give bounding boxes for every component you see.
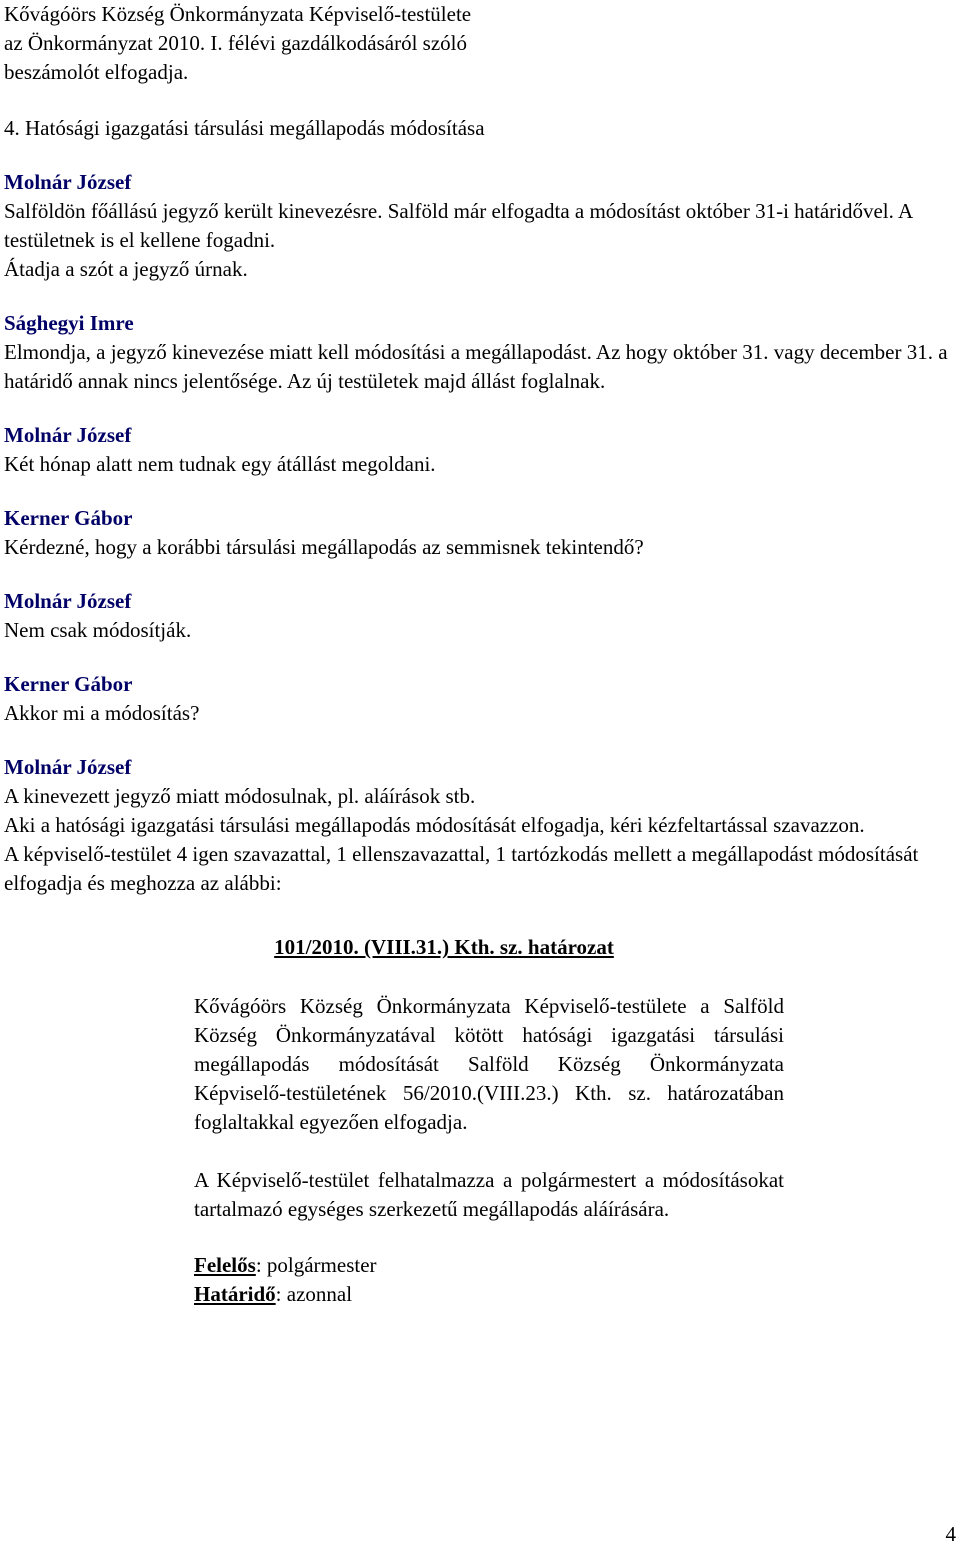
dialogue-entry [4, 168, 954, 284]
decision-body [194, 992, 784, 1309]
speaker-text: Két hónap alatt nem tudnak egy átállást megoldani. [4, 452, 436, 476]
dialogue-entry [4, 309, 954, 396]
decision-paragraph: A Képviselő-testület felhatalmazza a polgármestert a módosításokat tartalmazó egységes szerkezetű megállapodás aláírására. [194, 1168, 784, 1221]
speaker-text: A kinevezett jegyző miatt módosulnak, pl. aláírások stb. Aki a hatósági igazgatási társulási megállapodás módosítását elfogadja, kéri kézfeltartással szavazzon. A képviselő-testület 4 igen szavazattal, 1 ellenszavazattal, 1 tartózkodás mellett a megállapodást módosítását elfogadja és meghozza az alábbi: [4, 784, 919, 895]
responsible-value: : polgármester [255, 1253, 377, 1277]
decision-paragraph: Kővágóörs Község Önkormányzata Képviselő-testülete a Salföld Község Önkormányzatával kötött hatósági igazgatási társulási megállapodás módosítását Salföld Község Önkormányzata Képviselő-testületének 56/2010.(VIII.23.) Kth. sz. határozatában foglaltakkal egyezően elfogadja. [194, 994, 784, 1134]
document-page [4, 0, 954, 1309]
speaker-name: Kerner Gábor [4, 506, 133, 530]
responsibility-block [194, 1251, 784, 1309]
deadline-value: : azonnal [275, 1282, 353, 1306]
speaker-text: Elmondja, a jegyző kinevezése miatt kell módosítási a megállapodást. Az hogy október 31. vagy december 31. a határidő annak nincs jelentősége. Az új testületek majd állást foglalnak. [4, 340, 948, 393]
speaker-text: Kérdezné, hogy a korábbi társulási megállapodás az semmisnek tekintendő? [4, 535, 644, 559]
speaker-name: Molnár József [4, 170, 132, 194]
dialogue-entry [4, 421, 954, 479]
speaker-name: Molnár József [4, 755, 132, 779]
speaker-name: Kerner Gábor [4, 672, 133, 696]
intro-line-3: beszámolót elfogadja. [4, 60, 189, 84]
dialogue-entry [4, 753, 954, 898]
speaker-name: Molnár József [4, 589, 132, 613]
section-heading: 4. Hatósági igazgatási társulási megállapodás módosítása [4, 116, 485, 140]
page-number: 4 [945, 1522, 956, 1546]
deadline-line [194, 1280, 784, 1309]
speaker-text: Akkor mi a módosítás? [4, 701, 200, 725]
intro-line-1: Kővágóörs Község Önkormányzata Képviselő-testülete [4, 2, 472, 26]
deadline-label: Határidő [194, 1282, 276, 1306]
speaker-text: Nem csak módosítják. [4, 618, 192, 642]
dialogue-entry [4, 670, 954, 728]
speaker-name: Molnár József [4, 423, 132, 447]
speaker-text: Salföldön főállású jegyző került kinevezésre. Salföld már elfogadta a módosítást október 31-i határidővel. A testületnek is el kellene fogadni. Átadja a szót a jegyző úrnak. [4, 199, 912, 281]
speaker-name: Sághegyi Imre [4, 311, 134, 335]
decision-title: 101/2010. (VIII.31.) Kth. sz. határozat [274, 935, 614, 959]
dialogue-entry [4, 504, 954, 562]
intro-line-2: az Önkormányzat 2010. I. félévi gazdálkodásáról szóló [4, 31, 467, 55]
responsible-label: Felelős [194, 1253, 256, 1277]
responsible-line [194, 1251, 784, 1280]
dialogue-entry [4, 587, 954, 645]
